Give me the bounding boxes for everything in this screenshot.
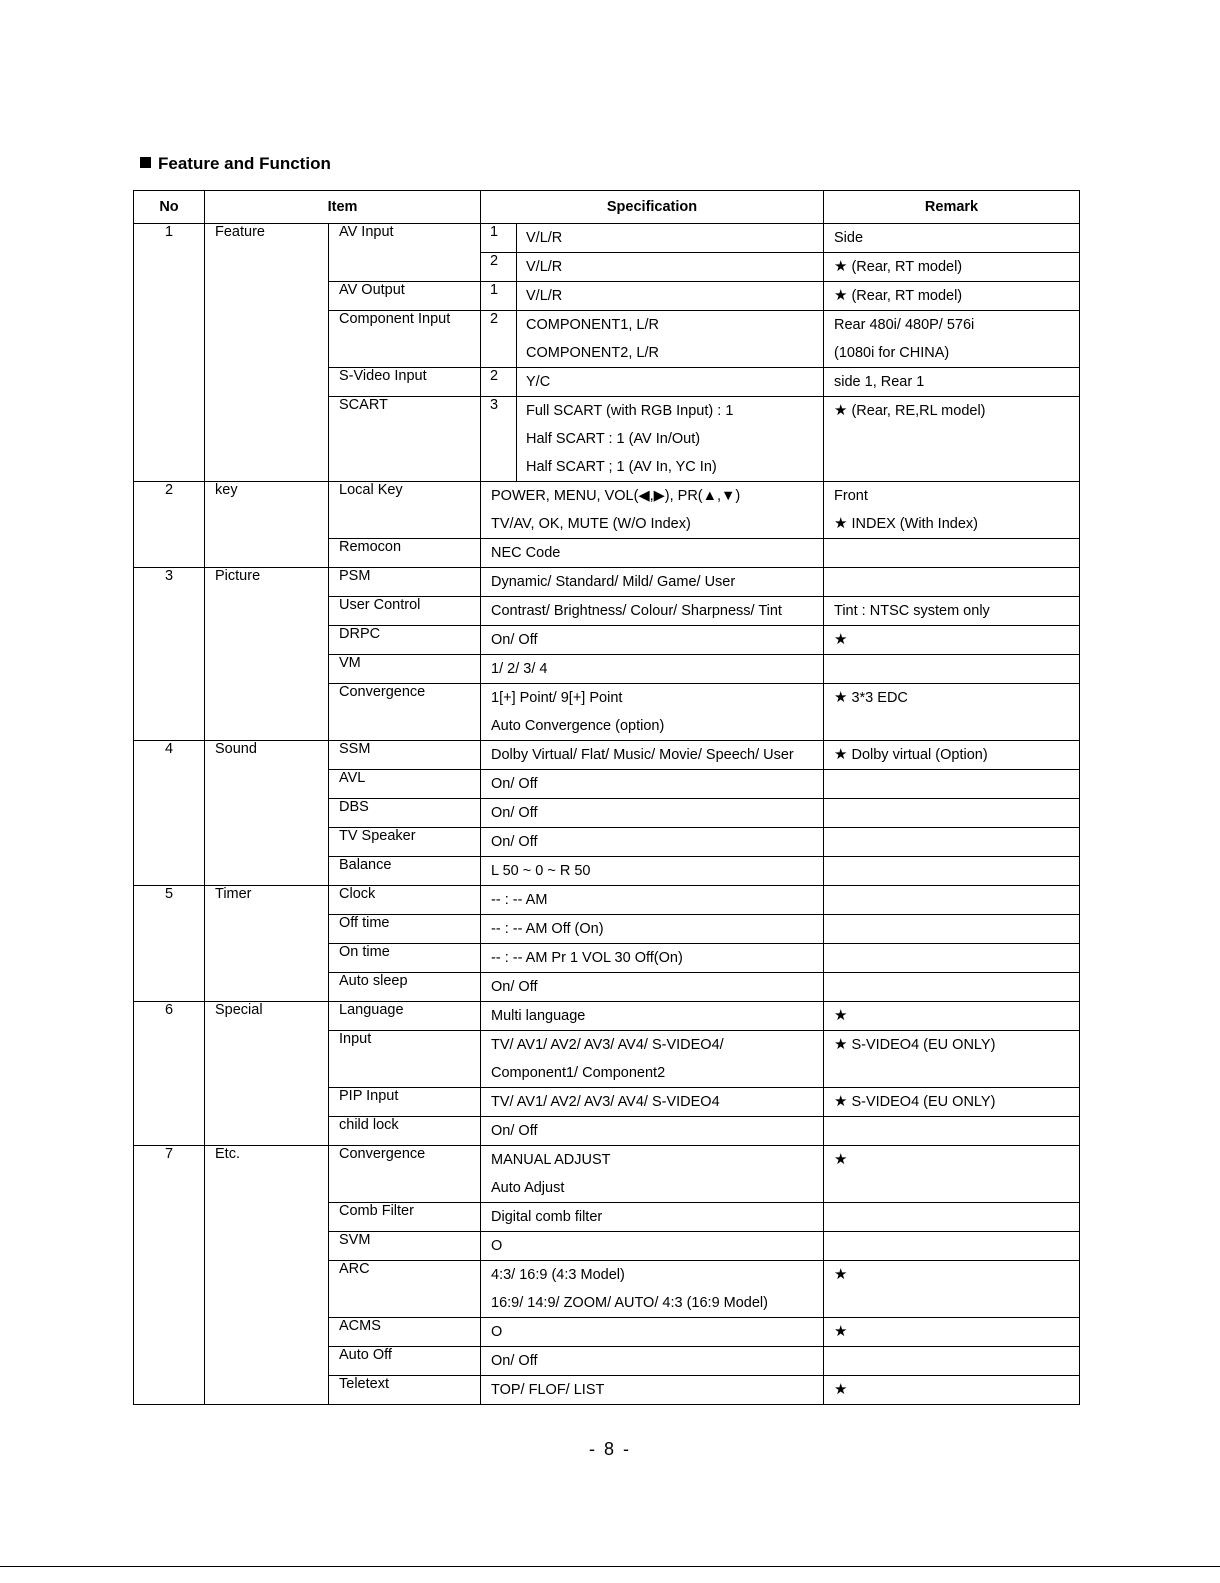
table-row <box>134 224 1080 253</box>
section-category: Sound <box>205 741 329 886</box>
remark-cell <box>824 1002 1080 1031</box>
star-icon: ★ <box>834 258 848 275</box>
item-name: DRPC <box>329 626 481 655</box>
section-number: 3 <box>134 568 205 741</box>
spec-cell-line: Half SCART : 1 (AV In/Out) <box>526 431 701 447</box>
remark-cell <box>824 684 1080 741</box>
spec-count: 3 <box>481 397 517 482</box>
spec-count: 1 <box>481 282 517 311</box>
spec-cell <box>481 1088 824 1117</box>
remark-cell <box>824 655 1080 684</box>
spec-cell <box>481 1232 824 1261</box>
spec-cell <box>481 1318 824 1347</box>
star-icon: ★ <box>834 287 848 304</box>
star-icon: ★ <box>834 402 848 419</box>
remark-text: S-VIDEO4 (EU ONLY) <box>851 1094 996 1110</box>
table-header-row <box>134 191 1080 224</box>
remark-text: Rear 480i/ 480P/ 576i <box>834 317 975 333</box>
spec-cell <box>481 597 824 626</box>
item-name: SSM <box>329 741 481 770</box>
header-specification: Specification <box>481 191 824 224</box>
feature-function-table <box>133 190 1080 1405</box>
spec-cell <box>481 886 824 915</box>
remark-cell <box>824 1146 1080 1203</box>
remark-cell <box>824 915 1080 944</box>
item-name: Clock <box>329 886 481 915</box>
item-name: PSM <box>329 568 481 597</box>
item-name: child lock <box>329 1117 481 1146</box>
remark-text: S-VIDEO4 (EU ONLY) <box>851 1037 996 1053</box>
table-row <box>134 1146 1080 1203</box>
spec-cell <box>481 857 824 886</box>
spec-cell-line: On/ Off <box>491 805 538 821</box>
remark-cell <box>824 224 1080 253</box>
square-bullet-icon <box>140 157 151 168</box>
star-icon: ★ <box>834 1323 848 1340</box>
section-category: Special <box>205 1002 329 1146</box>
item-name: Comb Filter <box>329 1203 481 1232</box>
remark-line <box>834 224 1079 252</box>
remark-cell <box>824 311 1080 368</box>
item-name: AV Input <box>329 224 481 282</box>
section-category: Feature <box>205 224 329 482</box>
remark-line <box>834 1146 1079 1174</box>
spec-cell-line: Auto Adjust <box>491 1180 565 1196</box>
spec-cell-line: On/ Off <box>491 776 538 792</box>
remark-line <box>834 626 1079 654</box>
remark-cell <box>824 626 1080 655</box>
star-icon: ★ <box>834 1151 848 1168</box>
spec-cell-line: 1/ 2/ 3/ 4 <box>491 661 548 677</box>
spec-cell <box>481 568 824 597</box>
item-name: PIP Input <box>329 1088 481 1117</box>
section-number: 4 <box>134 741 205 886</box>
star-icon: ★ <box>834 1266 848 1283</box>
spec-cell <box>517 282 824 311</box>
star-icon: ★ <box>834 1036 848 1053</box>
spec-cell <box>517 253 824 282</box>
table-row <box>134 482 1080 539</box>
spec-cell-line: COMPONENT1, L/R <box>526 317 659 333</box>
item-name: ARC <box>329 1261 481 1318</box>
remark-cell <box>824 482 1080 539</box>
remark-line <box>834 1002 1079 1030</box>
spec-cell <box>481 1347 824 1376</box>
remark-cell <box>824 1347 1080 1376</box>
spec-cell <box>481 539 824 568</box>
remark-cell <box>824 397 1080 482</box>
spec-cell-line: -- : -- AM Pr 1 VOL 30 Off(On) <box>491 950 683 966</box>
item-name: VM <box>329 655 481 684</box>
spec-cell-line: On/ Off <box>491 979 538 995</box>
header-item: Item <box>205 191 481 224</box>
remark-cell <box>824 539 1080 568</box>
remark-text: 3*3 EDC <box>851 690 908 706</box>
item-name: User Control <box>329 597 481 626</box>
item-name: Language <box>329 1002 481 1031</box>
remark-cell <box>824 282 1080 311</box>
remark-line <box>834 253 1079 281</box>
remark-line <box>834 1376 1079 1404</box>
spec-cell-line: NEC Code <box>491 545 561 561</box>
spec-cell-line: O <box>491 1324 503 1340</box>
remark-line <box>834 1318 1079 1346</box>
remark-cell <box>824 973 1080 1002</box>
item-name: DBS <box>329 799 481 828</box>
spec-cell-line: Contrast/ Brightness/ Colour/ Sharpness/ Tint <box>491 603 782 619</box>
spec-cell-line: COMPONENT2, L/R <box>526 345 659 361</box>
spec-count: 2 <box>481 368 517 397</box>
spec-cell-line: Multi language <box>491 1008 586 1024</box>
item-name: SVM <box>329 1232 481 1261</box>
spec-cell-line: 4:3/ 16:9 (4:3 Model) <box>491 1267 625 1283</box>
section-category: key <box>205 482 329 568</box>
remark-cell <box>824 1376 1080 1405</box>
remark-line <box>834 368 1079 396</box>
star-icon: ★ <box>834 515 848 532</box>
spec-cell <box>517 368 824 397</box>
spec-cell <box>481 684 824 741</box>
spec-cell-line: Y/C <box>526 374 551 390</box>
header-no: No <box>134 191 205 224</box>
spec-cell <box>481 944 824 973</box>
table-body <box>134 224 1080 1405</box>
item-name: Component Input <box>329 311 481 368</box>
item-name: Local Key <box>329 482 481 539</box>
spec-cell <box>517 311 824 368</box>
spec-cell-line: Digital comb filter <box>491 1209 603 1225</box>
spec-cell <box>481 1261 824 1318</box>
spec-cell <box>481 1376 824 1405</box>
remark-cell <box>824 1232 1080 1261</box>
remark-text: (Rear, RE,RL model) <box>851 403 986 419</box>
remark-cell <box>824 770 1080 799</box>
spec-cell-line: V/L/R <box>526 230 563 246</box>
item-name: Balance <box>329 857 481 886</box>
spec-cell-line: 1[+] Point/ 9[+] Point <box>491 690 623 706</box>
table-row <box>134 1002 1080 1031</box>
remark-cell <box>824 741 1080 770</box>
spec-cell-line: MANUAL ADJUST <box>491 1152 611 1168</box>
spec-cell <box>481 655 824 684</box>
spec-cell-line: Half SCART ; 1 (AV In, YC In) <box>526 459 717 475</box>
star-icon: ★ <box>834 1093 848 1110</box>
remark-cell <box>824 857 1080 886</box>
section-number: 5 <box>134 886 205 1002</box>
spec-cell-line: TOP/ FLOF/ LIST <box>491 1382 605 1398</box>
spec-cell-line: POWER, MENU, VOL(◀,▶), PR(▲,▼) <box>491 488 741 504</box>
remark-cell <box>824 1117 1080 1146</box>
remark-text: Dolby virtual (Option) <box>851 747 988 763</box>
remark-cell <box>824 1203 1080 1232</box>
page-title <box>140 154 331 174</box>
remark-cell <box>824 597 1080 626</box>
spec-cell <box>481 741 824 770</box>
remark-line <box>834 311 1079 339</box>
spec-cell <box>481 799 824 828</box>
spec-cell <box>481 973 824 1002</box>
remark-line <box>834 1261 1079 1289</box>
spec-cell-line: O <box>491 1238 503 1254</box>
item-name: S-Video Input <box>329 368 481 397</box>
section-number: 1 <box>134 224 205 482</box>
spec-cell-line: Full SCART (with RGB Input) : 1 <box>526 403 734 419</box>
item-name: Teletext <box>329 1376 481 1405</box>
remark-line <box>834 510 1079 538</box>
remark-cell <box>824 828 1080 857</box>
spec-cell-line: Auto Convergence (option) <box>491 718 665 734</box>
item-name: AV Output <box>329 282 481 311</box>
section-number: 6 <box>134 1002 205 1146</box>
item-name: ACMS <box>329 1318 481 1347</box>
remark-line <box>834 397 1079 425</box>
spec-cell-line: On/ Off <box>491 632 538 648</box>
item-name: Convergence <box>329 684 481 741</box>
spec-cell-line: Dynamic/ Standard/ Mild/ Game/ User <box>491 574 736 590</box>
remark-text: Side <box>834 230 864 246</box>
item-name: AVL <box>329 770 481 799</box>
spec-cell <box>517 224 824 253</box>
spec-cell-line: L 50 ~ 0 ~ R 50 <box>491 863 591 879</box>
spec-cell <box>481 770 824 799</box>
star-icon: ★ <box>834 689 848 706</box>
remark-text: (Rear, RT model) <box>851 288 963 304</box>
page-title-text: Feature and Function <box>158 154 331 173</box>
star-icon: ★ <box>834 746 848 763</box>
spec-cell-line: TV/ AV1/ AV2/ AV3/ AV4/ S-VIDEO4 <box>491 1094 720 1110</box>
remark-cell <box>824 368 1080 397</box>
spec-cell-line: V/L/R <box>526 288 563 304</box>
remark-text: (1080i for CHINA) <box>834 345 950 361</box>
section-category: Picture <box>205 568 329 741</box>
remark-cell <box>824 1318 1080 1347</box>
table-row <box>134 886 1080 915</box>
item-name: Convergence <box>329 1146 481 1203</box>
remark-text: Tint : NTSC system only <box>834 603 990 619</box>
spec-cell-line: V/L/R <box>526 259 563 275</box>
remark-cell <box>824 799 1080 828</box>
section-category: Etc. <box>205 1146 329 1405</box>
item-name: Auto Off <box>329 1347 481 1376</box>
page-number: - 8 - <box>588 1439 631 1459</box>
spec-cell <box>481 626 824 655</box>
star-icon: ★ <box>834 1381 848 1398</box>
star-icon: ★ <box>834 631 848 648</box>
remark-cell <box>824 253 1080 282</box>
item-name: Off time <box>329 915 481 944</box>
header-remark: Remark <box>824 191 1080 224</box>
remark-line <box>834 1088 1079 1116</box>
item-name: Input <box>329 1031 481 1088</box>
spec-count: 2 <box>481 311 517 368</box>
remark-cell <box>824 944 1080 973</box>
table-row <box>134 568 1080 597</box>
table-row <box>134 741 1080 770</box>
spec-cell <box>481 1002 824 1031</box>
remark-line <box>834 597 1079 625</box>
spec-cell <box>517 397 824 482</box>
spec-cell-line: Dolby Virtual/ Flat/ Music/ Movie/ Speech/ User <box>491 747 794 763</box>
star-icon: ★ <box>834 1007 848 1024</box>
remark-line <box>834 482 1079 510</box>
spec-cell-line: -- : -- AM Off (On) <box>491 921 604 937</box>
remark-cell <box>824 1031 1080 1088</box>
spec-cell <box>481 915 824 944</box>
section-number: 2 <box>134 482 205 568</box>
spec-cell <box>481 1203 824 1232</box>
remark-cell <box>824 886 1080 915</box>
item-name: On time <box>329 944 481 973</box>
spec-cell-line: -- : -- AM <box>491 892 548 908</box>
spec-cell-line: TV/ AV1/ AV2/ AV3/ AV4/ S-VIDEO4/ <box>491 1037 724 1053</box>
item-name: SCART <box>329 397 481 482</box>
remark-line <box>834 339 1079 367</box>
spec-count: 1 <box>481 224 517 253</box>
remark-line <box>834 1031 1079 1059</box>
spec-cell <box>481 1117 824 1146</box>
remark-line <box>834 741 1079 769</box>
spec-cell <box>481 828 824 857</box>
spec-cell-line: 16:9/ 14:9/ ZOOM/ AUTO/ 4:3 (16:9 Model) <box>491 1295 768 1311</box>
remark-cell <box>824 1261 1080 1318</box>
spec-cell-line: On/ Off <box>491 1353 538 1369</box>
spec-cell-line: TV/AV, OK, MUTE (W/O Index) <box>491 516 691 532</box>
item-name: Remocon <box>329 539 481 568</box>
remark-text: (Rear, RT model) <box>851 259 963 275</box>
remark-cell <box>824 1088 1080 1117</box>
remark-line <box>834 684 1079 712</box>
spec-cell <box>481 1031 824 1088</box>
section-category: Timer <box>205 886 329 1002</box>
spec-cell <box>481 482 824 539</box>
section-number: 7 <box>134 1146 205 1405</box>
remark-cell <box>824 568 1080 597</box>
remark-text: INDEX (With Index) <box>851 516 978 532</box>
item-name: TV Speaker <box>329 828 481 857</box>
remark-line <box>834 282 1079 310</box>
spec-cell-line: Component1/ Component2 <box>491 1065 666 1081</box>
remark-text: Front <box>834 488 868 504</box>
bottom-rule <box>0 1566 1220 1567</box>
spec-cell-line: On/ Off <box>491 1123 538 1139</box>
remark-text: side 1, Rear 1 <box>834 374 925 390</box>
spec-cell <box>481 1146 824 1203</box>
spec-count: 2 <box>481 253 517 282</box>
item-name: Auto sleep <box>329 973 481 1002</box>
spec-cell-line: On/ Off <box>491 834 538 850</box>
